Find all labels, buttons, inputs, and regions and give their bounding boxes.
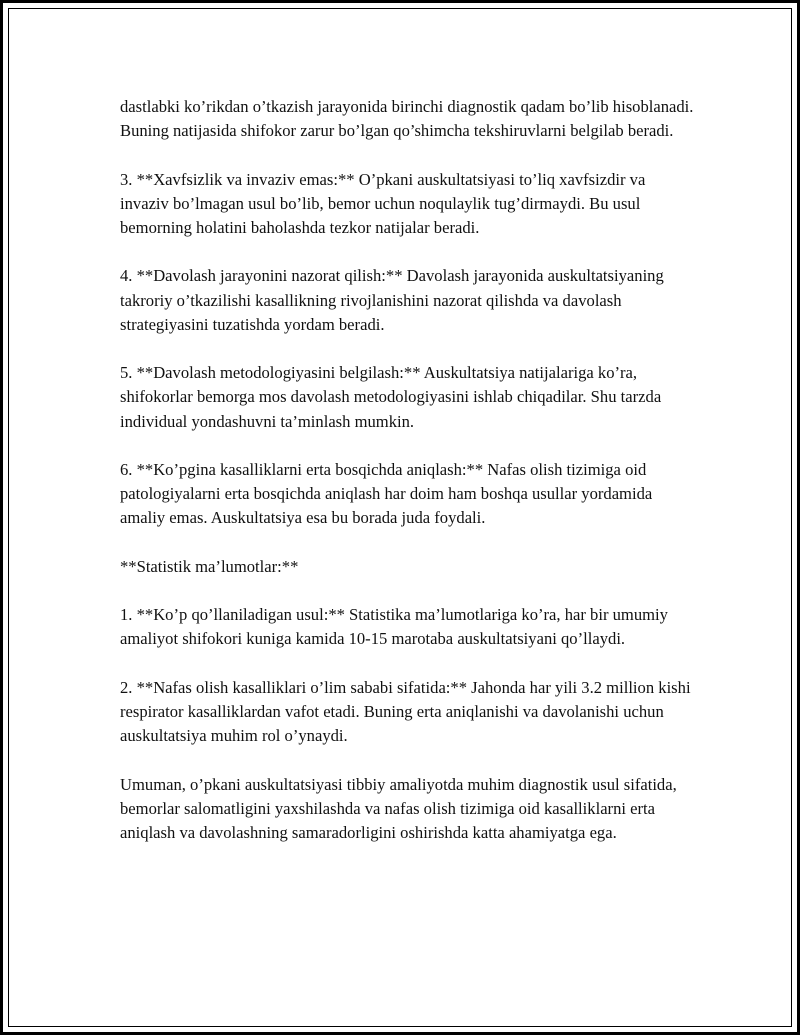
paragraph-stat-2: 2. **Nafas olish kasalliklari o’lim sababi sifatida:** Jahonda har yili 3.2 million kishi respirator kasalliklardan vafot etadi. Buning erta aniqlanishi va davolanishi uchun auskultatsiya muhim rol o’ynaydi. xyxy=(120,677,691,746)
paragraph-intro-continuation: dastlabki ko’rikdan o’tkazish jarayonida birinchi diagnostik qadam bo’lib hisoblanadi. Buning natijasida shifokor zarur bo’lgan qo’shimcha tekshiruvlarni belgilab beradi. xyxy=(120,97,694,141)
document-body xyxy=(120,95,695,869)
paragraph-stat-1: 1. **Ko’p qo’llaniladigan usul:** Statistika ma’lumotlariga ko’ra, har bir umumiy amaliyot shifokori kuniga kamida 10-15 marotaba auskultatsiyani qo’llaydi. xyxy=(120,605,668,649)
paragraph-point-5: 5. **Davolash metodologiyasini belgilash:** Auskultatsiya natijalariga ko’ra, shifokorlar bemorga mos davolash metodologiyasini ishlab chiqadilar. Shu tarzda individual yondashuvni ta’minlash mumkin. xyxy=(120,363,662,431)
paragraph-point-6: 6. **Ko’pgina kasalliklarni erta bosqichda aniqlash:** Nafas olish tizimiga oid patologiyalarni erta bosqichda aniqlash har doim ham boshqa usullar yordamida amaliy emas. Auskultatsiya esa bu borada juda foydali. xyxy=(120,459,653,528)
section-heading-statistics: **Statistik ma’lumotlar:** xyxy=(120,556,299,576)
paragraph-conclusion: Umuman, o’pkani auskultatsiyasi tibbiy amaliyotda muhim diagnostik usul sifatida, bemorlar salomatligini yaxshilashda va nafas olish tizimiga oid kasalliklarni erta aniqlash va davolashning samaradorligini oshirishda katta ahamiyatga ega. xyxy=(120,774,677,842)
paragraph-point-4: 4. **Davolash jarayonini nazorat qilish:** Davolash jarayonida auskultatsiyaning takroriy o’tkazilishi kasallikning rivojlanishini nazorat qilishda va davolash strategiyasini tuzatishda yordam beradi. xyxy=(120,266,664,334)
paragraph-point-3: 3. **Xavfsizlik va invaziv emas:** O’pkani auskultatsiyasi to’liq xavfsizdir va invaziv bo’lmagan usul bo’lib, bemor uchun noqulaylik tug’dirmaydi. Bu usul bemorning holatini baholashda tezkor natijalar beradi. xyxy=(120,169,646,237)
